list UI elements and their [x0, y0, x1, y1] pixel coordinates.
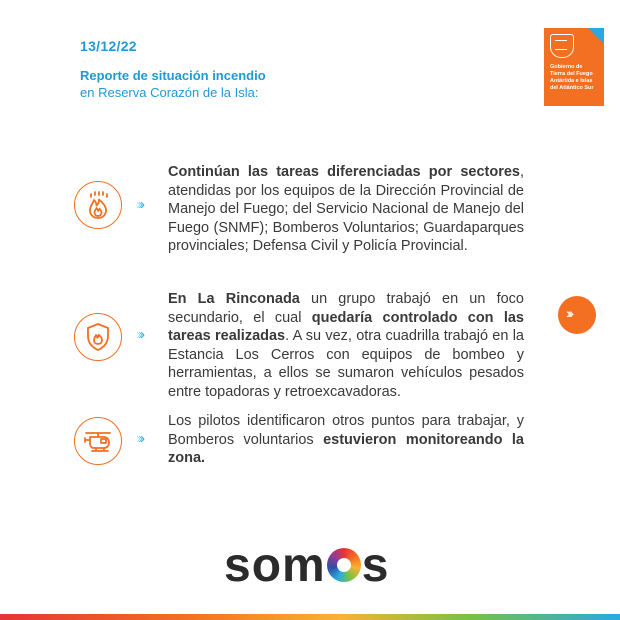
logo-line-3: Antártida e Islas [550, 78, 593, 84]
arrow-right-icon: ››› [566, 305, 571, 321]
government-logo [544, 28, 604, 106]
report-subtitle: en Reserva Corazón de la Isla: [80, 85, 259, 100]
color-stripe [0, 614, 620, 620]
colorful-o-icon [327, 548, 361, 582]
item-3-bold: estuvieron monitoreando la zona. [168, 431, 524, 466]
logo-text [550, 64, 604, 92]
report-date: 13/12/22 [80, 38, 137, 54]
item-2-bold-1: En La Rinconada [168, 291, 300, 307]
item-2-text-2: . A su vez, otra cuadrilla trabajó en la Estancia Los Cerros con equipos de bombeo y herramientas, a ellos se sumaron vehículos pesados entre topadoras y retroexcavadoras. [168, 328, 524, 400]
arrow-right-icon: ››› [136, 430, 142, 447]
logo-corner-accent [588, 28, 604, 44]
item-1-bold: Continúan las tareas diferenciadas por sectores [168, 164, 520, 180]
item-3-text: Los pilotos identificaron otros puntos para trabajar, y Bomberos voluntarios [168, 413, 524, 448]
item-1-paragraph [168, 163, 524, 256]
somos-brand-logo [224, 538, 389, 593]
arrow-right-icon: ››› [136, 196, 142, 213]
brand-text-2: s [361, 539, 390, 592]
shield-fire-icon [74, 313, 122, 361]
item-2-text-1: un grupo trabajó en un foco secundario, el cual [168, 291, 524, 326]
coat-of-arms-icon [550, 34, 574, 58]
logo-line-2: Tierra del Fuego [550, 71, 593, 77]
item-3-paragraph [168, 412, 524, 468]
item-2-paragraph [168, 290, 524, 401]
item-2-bold-2: quedaría controlado con las tareas realizadas [168, 309, 524, 344]
helicopter-icon [74, 417, 122, 465]
logo-line-4: del Atlántico Sur [550, 85, 594, 91]
arrow-right-icon: ››› [136, 326, 142, 343]
logo-line-1: Gobierno de [550, 64, 583, 70]
item-1-text: , atendidas por los equipos de la Dirección Provincial de Manejo del Fuego; del Servicio Nacional de Manejo del Fuego (SNMF); Bomberos Voluntarios; Guardaparques provinciales; Defensa Civil y Policía Provincial. [168, 164, 524, 254]
report-title: Reporte de situación incendio [80, 68, 266, 83]
brand-text-1: som [224, 539, 326, 592]
next-slide-button[interactable] [558, 296, 596, 334]
fire-icon [74, 181, 122, 229]
